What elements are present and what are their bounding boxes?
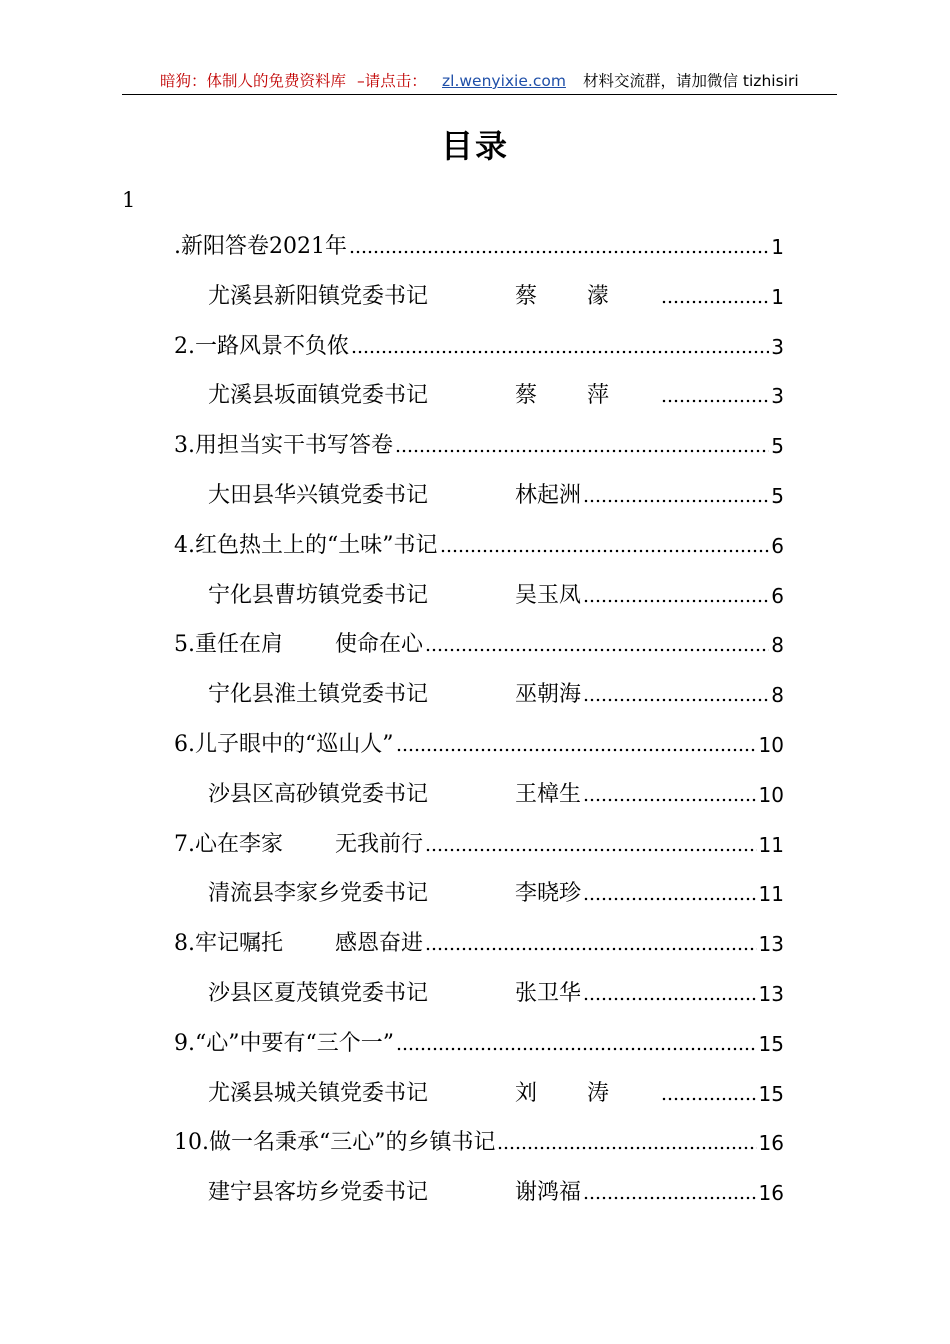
toc-entry-title-text-2: 使命在心: [335, 632, 424, 658]
toc-leader-dots: [661, 1096, 757, 1102]
page-number: 1: [122, 188, 136, 212]
toc-entry-title-text: 2.一路风景不负侬: [174, 333, 349, 359]
toc-leader-dots: [396, 747, 757, 753]
toc-author-org: 宁化县曹坊镇党委书记: [208, 582, 429, 608]
toc-entry-title: [174, 630, 423, 660]
toc-entry-title: [174, 332, 349, 362]
toc-author-name: 吴玉凤: [515, 582, 582, 608]
toc-author-name: 巫朝海: [515, 682, 582, 708]
toc-entry-title: [174, 929, 423, 959]
toc-author[interactable]: [208, 780, 784, 810]
toc-entry-title: [174, 531, 438, 561]
toc-entry-page: 11: [758, 832, 784, 857]
toc-entry[interactable]: [174, 730, 784, 760]
toc-leader-dots: [396, 1046, 757, 1052]
toc-entry[interactable]: [174, 431, 784, 461]
toc-author-page: 11: [758, 882, 784, 907]
toc-author-name: 王樟生: [515, 781, 582, 807]
toc-entry-title-text: 4.红色热土上的“土味”书记: [174, 532, 438, 558]
toc-leader-dots: [583, 896, 757, 902]
toc-author[interactable]: [208, 282, 784, 312]
toc-leader-dots: [351, 349, 769, 355]
page-header: [122, 70, 837, 95]
toc-entry-page: 13: [758, 932, 784, 957]
toc-leader-dots: [395, 448, 769, 454]
toc-author-page: 5: [771, 484, 784, 508]
toc-entry-title-text: 3.用担当实干书写答卷: [174, 433, 393, 459]
toc-author-org: 宁化县淮土镇党委书记: [208, 682, 429, 708]
toc-author-name: 刘涛: [515, 1080, 660, 1106]
toc-entry-title-text-2: 无我前行: [335, 831, 424, 857]
toc-author[interactable]: [208, 381, 784, 411]
toc-entry[interactable]: [174, 232, 784, 262]
toc-leader-dots: [425, 946, 757, 952]
toc-author[interactable]: [208, 680, 784, 710]
toc-author-info: [208, 680, 581, 710]
toc-author-page: 10: [758, 782, 784, 807]
toc-entry-title-text: 7.心在李家: [174, 831, 283, 857]
toc-author-info: [208, 879, 581, 909]
toc-author-info: [208, 581, 581, 611]
toc-author-info: [208, 1178, 581, 1208]
toc-leader-dots: [425, 847, 757, 853]
toc-entry-title-text: 6.儿子眼中的“巡山人”: [174, 732, 394, 757]
toc-author[interactable]: [208, 581, 784, 611]
toc-author-page: 13: [758, 982, 784, 1006]
toc-entry[interactable]: [174, 830, 784, 860]
toc-entry-page: 10: [758, 733, 784, 757]
toc-entry-title-text: 10.做一名秉承“三心”的乡镇书记: [174, 1130, 496, 1156]
toc-author-name: 蔡濛: [515, 283, 660, 309]
toc-leader-dots: [583, 1195, 757, 1201]
toc-author-name: 蔡萍: [515, 383, 660, 409]
toc-author-org: 建宁县客坊乡党委书记: [208, 1180, 429, 1206]
toc-author-info: [208, 282, 659, 312]
toc-entry-title-text: 8.牢记嘱托: [174, 931, 283, 957]
header-wechat-note: 材料交流群，请加微信 tizhisiri: [583, 72, 799, 90]
toc-author-page: 6: [771, 583, 784, 608]
toc-author[interactable]: [208, 1178, 784, 1208]
toc-leader-dots: [583, 797, 757, 803]
header-link[interactable]: zl.wenyixie.com: [442, 72, 566, 90]
toc-entry[interactable]: [174, 929, 784, 959]
toc-entry-page: 3: [771, 334, 784, 359]
toc-author[interactable]: [208, 1079, 784, 1109]
toc-entry-title: [174, 1029, 394, 1059]
toc-entry-title-text: .新阳答卷2021年: [174, 234, 347, 259]
toc-entry[interactable]: [174, 1029, 784, 1059]
toc-leader-dots: [583, 996, 757, 1002]
toc-author[interactable]: [208, 481, 784, 511]
toc-entry-title: [174, 1128, 495, 1158]
toc-author-page: 15: [758, 1081, 784, 1106]
header-brand: 暗狗：体制人的免费资料库: [160, 72, 347, 90]
toc-author-info: [208, 1079, 659, 1109]
toc-leader-dots: [661, 299, 769, 305]
toc-author-org: 沙县区夏茂镇党委书记: [208, 981, 429, 1006]
toc-entry-title: [174, 830, 423, 860]
toc-leader-dots: [583, 498, 769, 504]
toc-author-info: [208, 979, 581, 1009]
toc-entry-page: 5: [771, 434, 784, 459]
toc-author-org: 尤溪县坂面镇党委书记: [208, 383, 429, 409]
toc-leader-dots: [440, 548, 770, 554]
page-title: 目录: [440, 127, 509, 165]
toc-author-info: [208, 381, 659, 411]
toc-entry-page: 6: [771, 533, 784, 558]
toc-author-page: 3: [771, 384, 784, 409]
toc-author-page: 8: [771, 683, 784, 708]
toc-entry-title-text: 5.重任在肩: [174, 632, 283, 658]
toc-leader-dots: [349, 249, 769, 255]
toc-leader-dots: [425, 647, 769, 653]
toc-author-name: 林起洲: [515, 483, 582, 508]
header-click-prompt: –请点击：: [357, 72, 427, 90]
toc-author-name: 张卫华: [515, 981, 582, 1006]
toc-entry[interactable]: [174, 630, 784, 660]
toc-author-info: [208, 481, 581, 511]
toc-entry[interactable]: [174, 531, 784, 561]
toc-entry-page: 16: [758, 1131, 784, 1156]
toc-entry-title: [174, 232, 347, 262]
toc-author[interactable]: [208, 979, 784, 1009]
toc-entry-page: 15: [758, 1031, 784, 1056]
toc-author-name: 谢鸿福: [515, 1180, 582, 1206]
toc-author-org: 沙县区高砂镇党委书记: [208, 781, 429, 807]
toc-entry-title-text-2: 感恩奋进: [335, 931, 424, 957]
toc-entry-title-text: 9.“心”中要有“三个一”: [174, 1030, 394, 1056]
toc-author-org: 尤溪县新阳镇党委书记: [208, 283, 429, 309]
toc-author-info: [208, 780, 581, 810]
toc-author-page: 1: [771, 284, 784, 309]
toc-author-org: 清流县李家乡党委书记: [208, 881, 429, 907]
toc-entry-page: 1: [771, 235, 784, 259]
toc-leader-dots: [661, 398, 769, 404]
toc-author-org: 大田县华兴镇党委书记: [208, 483, 429, 508]
toc-author-page: 16: [758, 1181, 784, 1206]
toc-author[interactable]: [208, 879, 784, 909]
toc-entry[interactable]: [174, 1128, 784, 1158]
toc-author-org: 尤溪县城关镇党委书记: [208, 1080, 429, 1106]
toc-entry[interactable]: [174, 332, 784, 362]
toc-leader-dots: [497, 1145, 756, 1151]
toc-entry-title: [174, 730, 394, 760]
toc-leader-dots: [583, 697, 769, 703]
toc-entry-title: [174, 431, 393, 461]
toc-author-name: 李晓珍: [515, 881, 582, 907]
toc-entry-page: 8: [771, 633, 784, 658]
toc-leader-dots: [583, 598, 769, 604]
